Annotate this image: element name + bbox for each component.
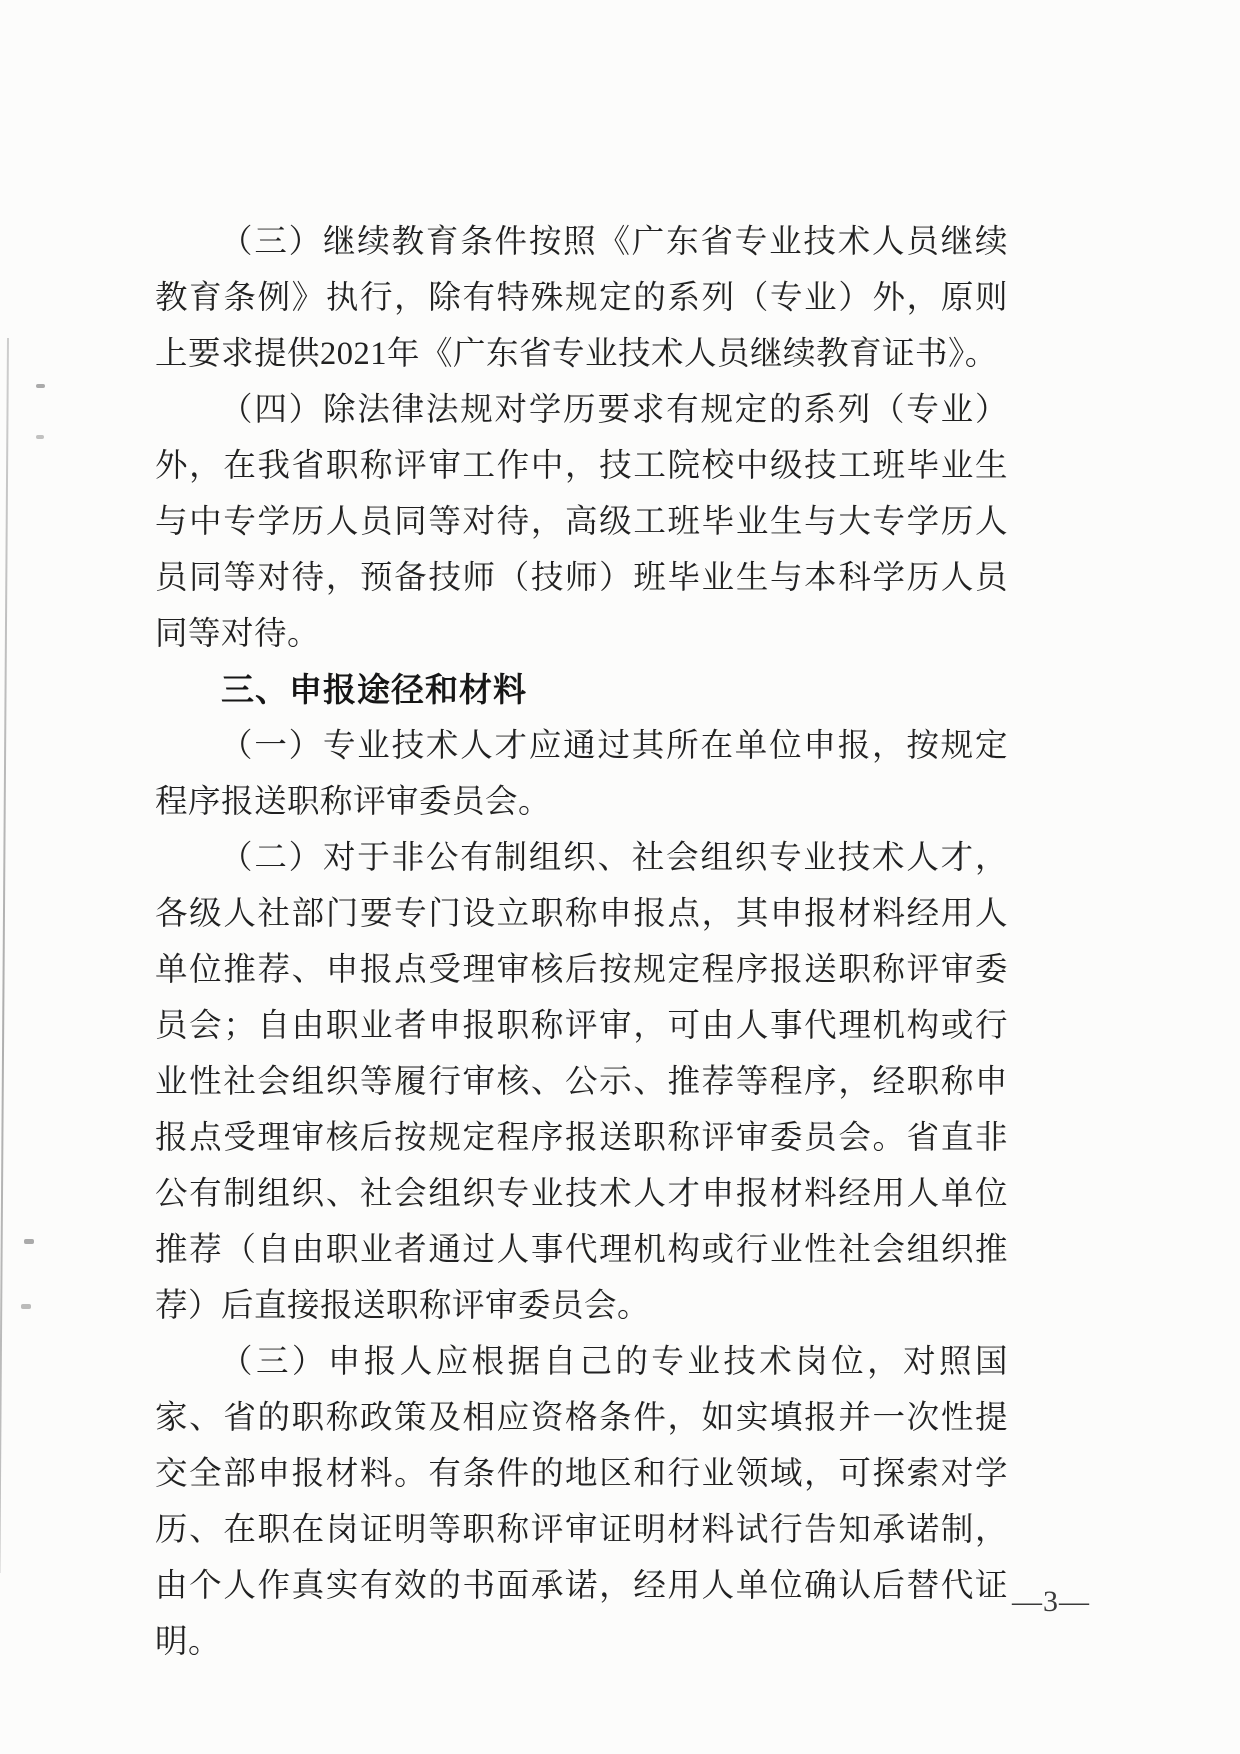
scan-speck [36, 384, 45, 388]
page-number: —3— [1012, 1585, 1090, 1618]
scan-speck [21, 1304, 31, 1309]
scan-edge-line [0, 338, 9, 1573]
scan-speck [36, 435, 44, 439]
paragraph-item-3-continuing-education: （三）继续教育条件按照《广东省专业技术人员继续教育条例》执行，除有特殊规定的系列（专业）外，原则上要求提供2021年《广东省专业技术人员继续教育证书》。 [155, 224, 1008, 372]
paragraph-item-2-non-public-organizations: （二）对于非公有制组织、社会组织专业技术人才，各级人社部门要专门设立职称申报点，其申报材料经用人单位推荐、申报点受理审核后按规定程序报送职称评审委员会；自由职业者申报职称评审，可由人事代理机构或行业性社会组织等履行审核、公示、推荐等程序，经职称申报点受理审核后按规定程序报送职称评审委员会。省直非公有制组织、社会组织专业技术人才申报材料经用人单位推荐（自由职业者通过人事代理机构或行业性社会组织推荐）后直接报送职称评审委员会。 [155, 840, 1008, 1324]
paragraph-item-4-education-equivalence: （四）除法律法规对学历要求有规定的系列（专业）外，在我省职称评审工作中，技工院校中级技工班毕业生与中专学历人员同等对待，高级工班毕业生与大专学历人员同等对待，预备技师（技师）班毕业生与本科学历人员同等对待。 [155, 392, 1008, 652]
document-body [155, 214, 1008, 1670]
section-heading-application-channels: 三、申报途径和材料 [221, 671, 527, 708]
scan-speck [24, 1239, 34, 1244]
paragraph-item-3-applicant-materials: （三）申报人应根据自己的专业技术岗位，对照国家、省的职称政策及相应资格条件，如实填报并一次性提交全部申报材料。有条件的地区和行业领域，可探索对学历、在职在岗证明等职称评审证明材料试行告知承诺制，由个人作真实有效的书面承诺，经用人单位确认后替代证明。 [155, 1344, 1008, 1660]
paragraph-item-1-apply-via-employer: （一）专业技术人才应通过其所在单位申报，按规定程序报送职称评审委员会。 [155, 728, 1008, 820]
